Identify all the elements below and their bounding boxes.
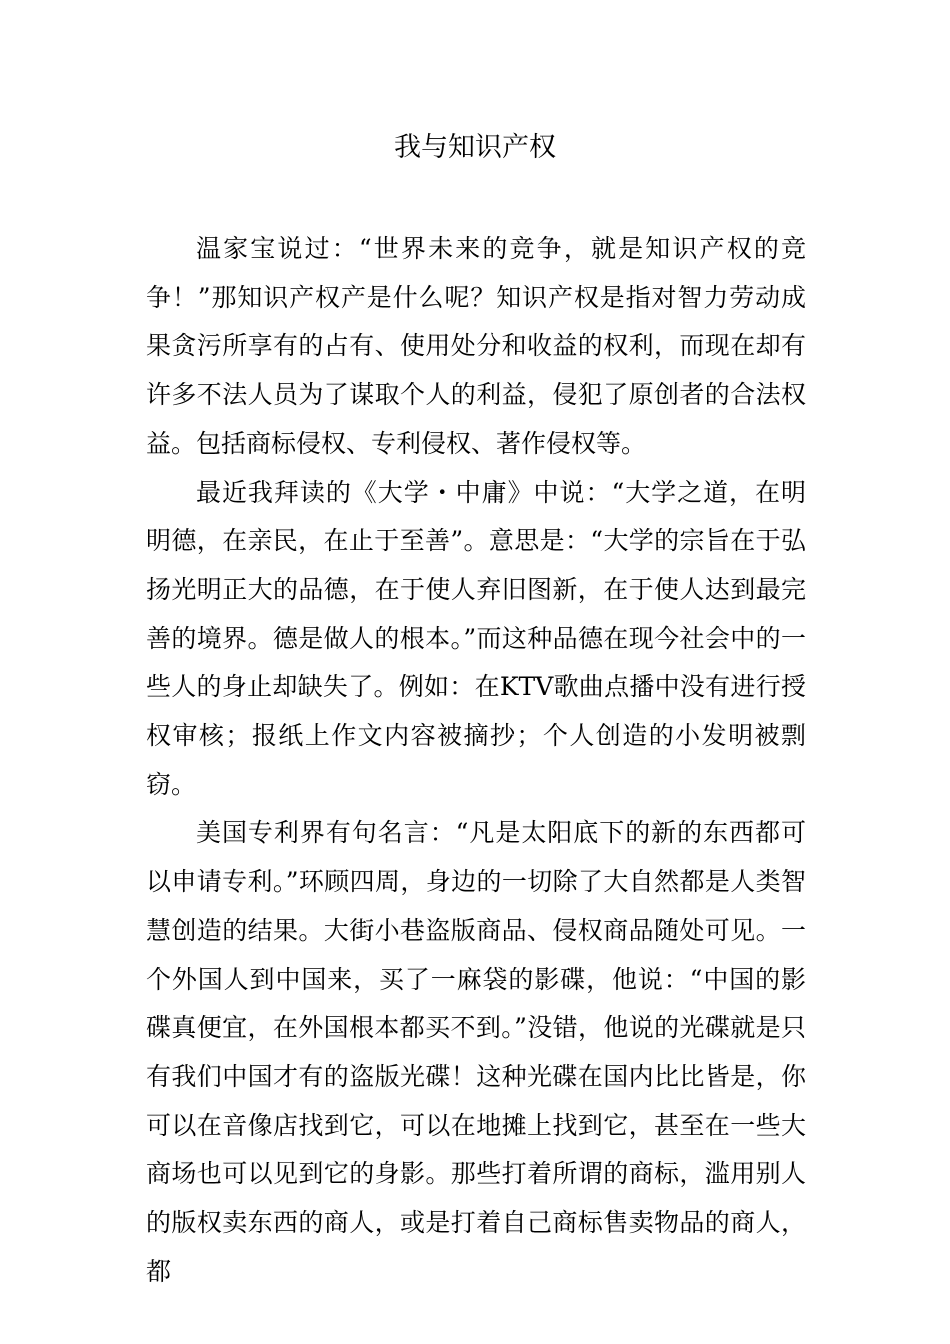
document-title: 我与知识产权 [394, 132, 556, 163]
paragraph-1: 温家宝说过：“世界未来的竞争，就是知识产权的竞争！”那知识产权产是什么呢？知识产权是指对智力劳动成果贪污所享有的占有、使用处分和收益的权利，而现在却有许多不法人员为了谋取个人的利益，侵犯了原创者的合法权益。包括商标侵权、专利侵权、著作侵权等。 [146, 234, 806, 458]
paragraph-2: 最近我拜读的《大学・中庸》中说：“大学之道，在明明德，在亲民，在止于至善”。意思是：“大学的宗旨在于弘扬光明正大的品德，在于使人弃旧图新，在于使人达到最完善的境界。德是做人的根本。”而这种品德在现今社会中的一些人的身止却缺失了。例如：在KTV歌曲点播中没有进行授权审核；报纸上作文内容被摘抄；个人创造的小发明被剽窃。 [146, 477, 806, 799]
document-body [146, 225, 806, 1296]
paragraph-3: 美国专利界有句名言：“凡是太阳底下的新的东西都可以申请专利。”环顾四周，身边的一切除了大自然都是人类智慧创造的结果。大街小巷盗版商品、侵权商品随处可见。一个外国人到中国来，买了一麻袋的影碟，他说：“中国的影碟真便宜，在外国根本都买不到。”没错，他说的光碟就是只有我们中国才有的盗版光碟！这种光碟在国内比比皆是，你可以在音像店找到它，可以在地摊上找到它，甚至在一些大商场也可以见到它的身影。那些打着所谓的商标，滥用别人的版权卖东西的商人，或是打着自己商标售卖物品的商人，都 [146, 818, 806, 1286]
